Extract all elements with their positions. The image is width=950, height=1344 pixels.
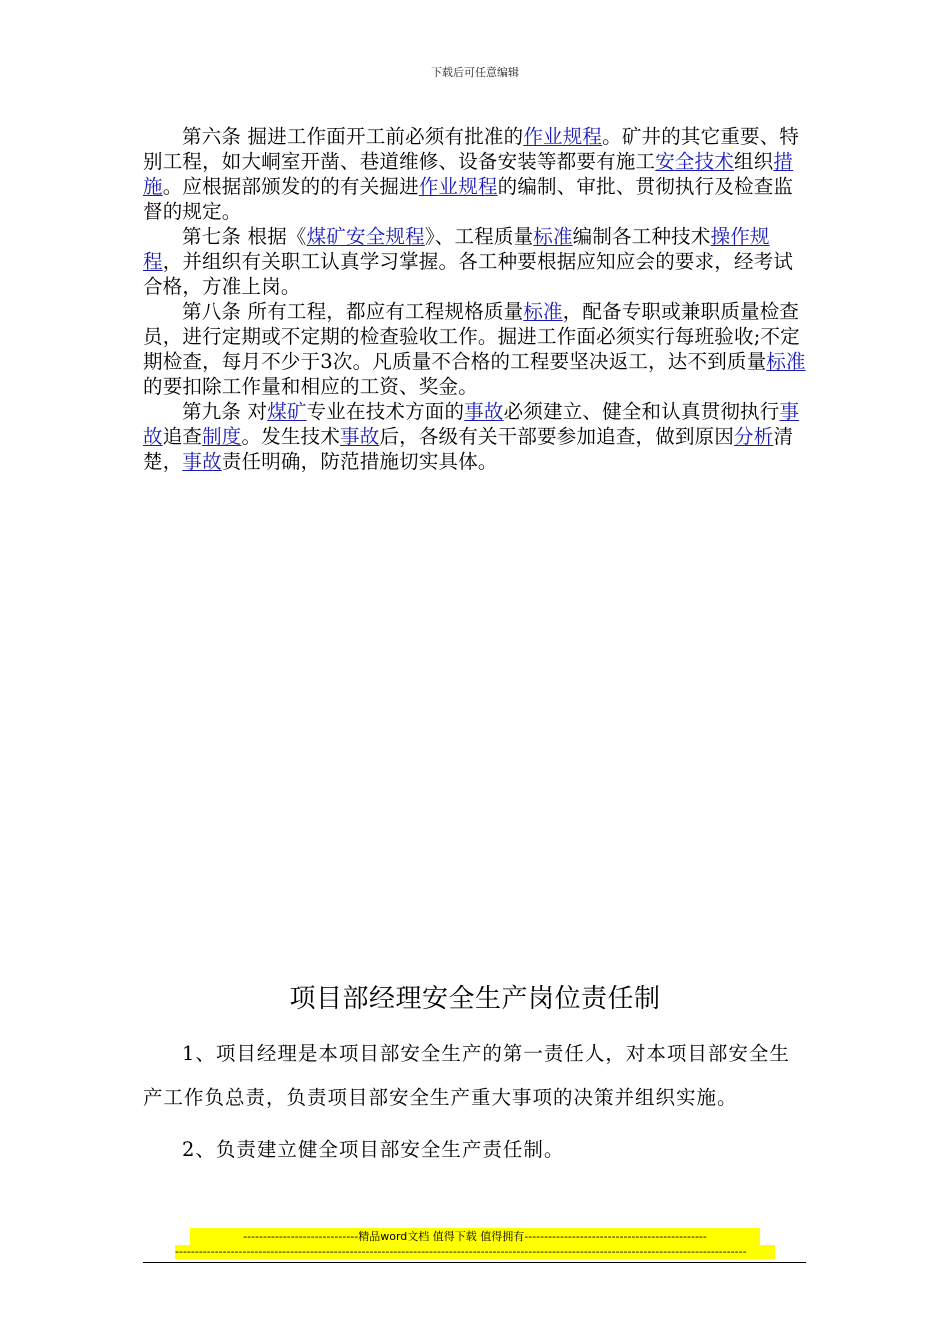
article-9-text: 专业在技术方面的 <box>306 400 465 423</box>
article-9 <box>143 399 808 474</box>
article-9-text: 责任明确，防范措施切实具体。 <box>221 450 498 473</box>
article-9-text: 必须建立、健全和认真贯彻执行 <box>503 400 780 423</box>
article-8-text: 第八条 所有工程，都应有工程规格质量 <box>182 300 524 323</box>
duty-list <box>143 1032 808 1172</box>
article-8-text: ，配备专职或兼职质量检查员，进行定期或不定期的检查验收工作。掘进工作面必须实行每班验收;不定期检查，每月不少于3次。凡质量不合格的工程要坚决返工，达不到质量 <box>143 300 800 373</box>
link-operation-rules[interactable]: 作业规程 <box>418 175 498 198</box>
article-7-text: 第七条 根据《 <box>182 225 307 248</box>
article-7-text: 》、工程质量 <box>424 225 534 248</box>
article-6-text: 第六条 掘进工作面开工前必须有批准的 <box>182 125 524 148</box>
link-system[interactable]: 制度 <box>202 425 242 448</box>
article-7 <box>143 224 808 299</box>
link-standard[interactable]: 标准 <box>766 350 806 373</box>
footer-dashes: ------------------------------------------------------------------------------------------------------------------------------------------------ <box>175 1245 775 1259</box>
link-standard[interactable]: 标准 <box>523 300 563 323</box>
link-standard[interactable]: 标准 <box>533 225 573 248</box>
article-9-text: 后，各级有关干部要参加追查，做到原因 <box>379 425 735 448</box>
duty-item: 1、项目经理是本项目部安全生产的第一责任人，对本项目部安全生产工作负总责，负责项目部安全生产重大事项的决策并组织实施。 <box>143 1042 790 1109</box>
duty-item: 2、负责建立健全项目部安全生产责任制。 <box>182 1138 565 1161</box>
section-title: 项目部经理安全生产岗位责任制 <box>289 984 661 1014</box>
link-safety-tech[interactable]: 安全技术 <box>655 150 735 173</box>
article-6-text: 的编制、审批、贯彻执行及检查监督的规定。 <box>143 175 794 223</box>
link-coal-mine[interactable]: 煤矿 <box>267 400 307 423</box>
article-6-text: 。矿井的其它重要、特别工程，如大峒室开凿、巷道维修、设备安装等都要有施工 <box>143 125 800 173</box>
article-9-text: 。发生技术 <box>241 425 341 448</box>
article-9-text: 第九条 对 <box>182 400 268 423</box>
link-operating-procedures[interactable]: 操作规程 <box>143 225 770 273</box>
article-7-text: ，并组织有关职工认真学习掌握。各工种要根据应知应会的要求，经考试合格，方准上岗。 <box>143 250 794 298</box>
page-header: 下载后可任意编辑 <box>431 66 519 79</box>
link-measures[interactable]: 措施 <box>143 150 794 198</box>
link-analysis[interactable]: 分析 <box>734 425 774 448</box>
article-6-text: 。应根据部颁发的的有关掘进 <box>162 175 419 198</box>
article-8 <box>143 299 808 399</box>
article-7-text: 编制各工种技术 <box>572 225 711 248</box>
article-9-text: 清楚， <box>143 425 794 473</box>
link-accident[interactable]: 事故 <box>464 400 504 423</box>
footer-banner: -----------------------------精品word文档 值得下载 值得拥有---------------------------------------------- <box>190 1228 760 1245</box>
link-operation-rules[interactable]: 作业规程 <box>523 125 603 148</box>
article-9-text: 追查 <box>162 425 203 448</box>
article-6 <box>143 124 808 224</box>
link-accident[interactable]: 事故 <box>340 425 380 448</box>
link-coal-mine-safety-rules[interactable]: 煤矿安全规程 <box>306 225 425 248</box>
link-accident[interactable]: 事故 <box>182 450 222 473</box>
article-6-text: 组织 <box>734 150 774 173</box>
article-8-text: 的要扣除工作量和相应的工资、奖金。 <box>143 375 478 398</box>
article-list <box>143 124 808 474</box>
link-accident[interactable]: 事故 <box>143 400 800 448</box>
footer-rule <box>143 1262 806 1263</box>
